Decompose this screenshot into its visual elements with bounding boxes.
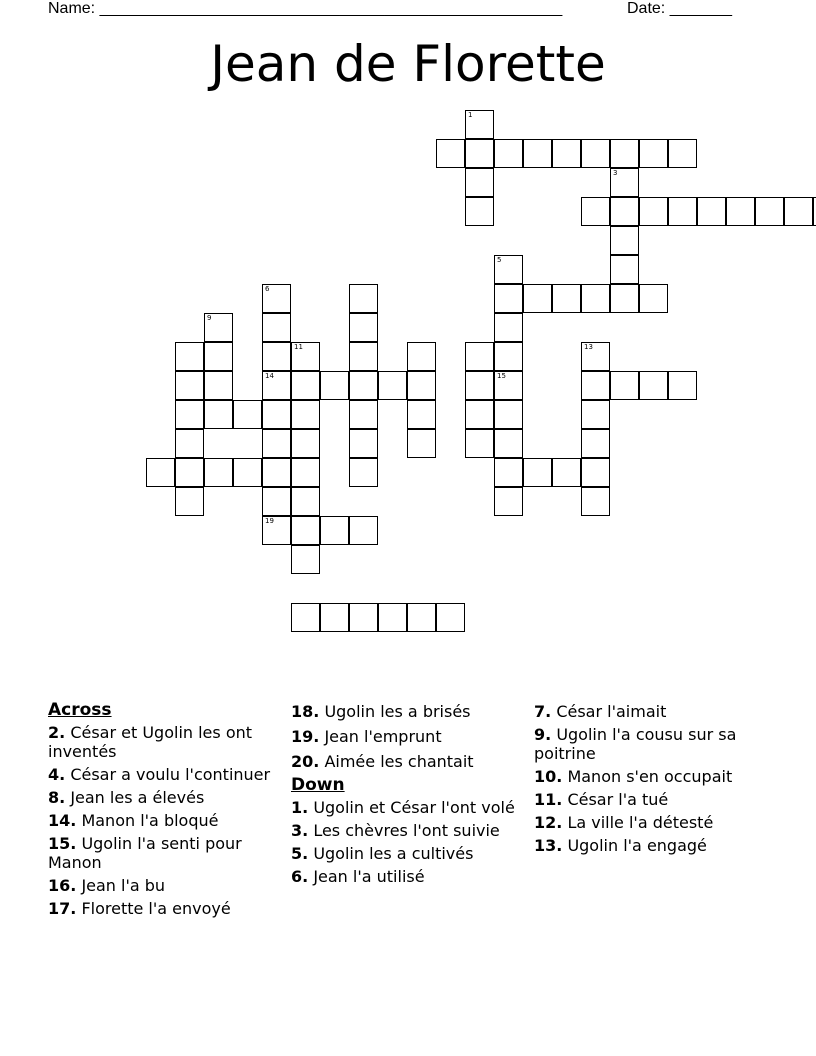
- clue-number: 11: [294, 343, 303, 351]
- grid-cell[interactable]: [291, 429, 320, 458]
- grid-cell[interactable]: [349, 400, 378, 429]
- grid-cell[interactable]: [465, 429, 494, 458]
- clue-number: 19: [265, 517, 274, 525]
- grid-cell[interactable]: [204, 313, 233, 342]
- clue-number: 1: [468, 111, 473, 119]
- grid-cell[interactable]: [349, 603, 378, 632]
- grid-cell[interactable]: [204, 400, 233, 429]
- grid-cell[interactable]: [465, 139, 494, 168]
- clue-down-12: 12. La ville l'a détesté: [534, 813, 714, 832]
- grid-cell[interactable]: [262, 487, 291, 516]
- grid-cell[interactable]: [668, 197, 697, 226]
- grid-cell[interactable]: [465, 400, 494, 429]
- grid-cell[interactable]: [407, 603, 436, 632]
- grid-cell[interactable]: [291, 603, 320, 632]
- grid-cell[interactable]: [407, 342, 436, 371]
- grid-cell[interactable]: [262, 313, 291, 342]
- grid-cell[interactable]: [320, 371, 349, 400]
- clue-number: 3: [613, 169, 618, 177]
- grid-cell[interactable]: [291, 400, 320, 429]
- grid-cell[interactable]: [378, 371, 407, 400]
- grid-cell[interactable]: [697, 197, 726, 226]
- grid-cell[interactable]: [639, 197, 668, 226]
- grid-cell[interactable]: [784, 197, 813, 226]
- clue-down-1: 1. Ugolin et César l'ont volé: [291, 798, 515, 817]
- grid-cell[interactable]: [262, 342, 291, 371]
- grid-cell[interactable]: [175, 371, 204, 400]
- grid-cell[interactable]: [581, 284, 610, 313]
- grid-cell[interactable]: [494, 487, 523, 516]
- grid-cell[interactable]: [494, 342, 523, 371]
- grid-cell[interactable]: [552, 139, 581, 168]
- grid-cell[interactable]: [349, 458, 378, 487]
- clue-down-5: 5. Ugolin les a cultivés: [291, 844, 474, 863]
- grid-cell[interactable]: [262, 284, 291, 313]
- clue-across-20: 20. Aimée les chantait: [291, 752, 474, 771]
- clue-across-16: 16. Jean l'a bu: [48, 876, 166, 895]
- grid-cell[interactable]: [639, 371, 668, 400]
- grid-cell[interactable]: [291, 371, 320, 400]
- clue-down-9: 9. Ugolin l'a cousu sur sa poitrine: [534, 725, 737, 763]
- grid-cell[interactable]: [494, 139, 523, 168]
- grid-cell[interactable]: [610, 168, 639, 197]
- grid-cell[interactable]: [523, 458, 552, 487]
- grid-cell[interactable]: [407, 429, 436, 458]
- grid-cell[interactable]: [233, 400, 262, 429]
- clue-column-3: [534, 700, 766, 859]
- grid-cell[interactable]: [291, 458, 320, 487]
- grid-cell[interactable]: [581, 487, 610, 516]
- grid-cell[interactable]: [349, 371, 378, 400]
- grid-cell[interactable]: [668, 371, 697, 400]
- clue-across-8: 8. Jean les a élevés: [48, 788, 205, 807]
- clue-number: 14: [265, 372, 274, 380]
- grid-cell[interactable]: [610, 255, 639, 284]
- grid-cell[interactable]: [494, 284, 523, 313]
- grid-cell[interactable]: [465, 110, 494, 139]
- grid-cell[interactable]: [610, 139, 639, 168]
- clue-down-7: 7. César l'aimait: [534, 702, 667, 721]
- grid-cell[interactable]: [523, 284, 552, 313]
- clue-across-19: 19. Jean l'emprunt: [291, 727, 442, 746]
- grid-cell[interactable]: [349, 313, 378, 342]
- clue-across-2: 2. César et Ugolin les ont inventés: [48, 723, 253, 761]
- grid-cell[interactable]: [552, 284, 581, 313]
- clue-number: 9: [207, 314, 212, 322]
- grid-cell[interactable]: [175, 458, 204, 487]
- grid-cell[interactable]: [523, 139, 552, 168]
- grid-cell[interactable]: [349, 284, 378, 313]
- clue-number: 15: [497, 372, 506, 380]
- grid-cell[interactable]: [262, 400, 291, 429]
- grid-cell[interactable]: [291, 545, 320, 574]
- clue-across-14: 14. Manon l'a bloqué: [48, 811, 219, 830]
- grid-cell[interactable]: [639, 284, 668, 313]
- clue-down-3: 3. Les chèvres l'ont suivie: [291, 821, 500, 840]
- grid-cell[interactable]: [175, 429, 204, 458]
- grid-cell[interactable]: [291, 487, 320, 516]
- grid-cell[interactable]: [581, 371, 610, 400]
- grid-cell[interactable]: [378, 603, 407, 632]
- clue-down-6: 6. Jean l'a utilisé: [291, 867, 425, 886]
- grid-cell[interactable]: [175, 487, 204, 516]
- grid-cell[interactable]: [262, 429, 291, 458]
- grid-cell[interactable]: [668, 139, 697, 168]
- grid-cell[interactable]: [552, 458, 581, 487]
- grid-cell[interactable]: [610, 197, 639, 226]
- grid-cell[interactable]: [610, 226, 639, 255]
- grid-cell[interactable]: [581, 342, 610, 371]
- grid-cell[interactable]: [175, 342, 204, 371]
- grid-cell[interactable]: [465, 371, 494, 400]
- grid-cell[interactable]: [465, 168, 494, 197]
- grid-cell[interactable]: [262, 371, 291, 400]
- clue-number: 6: [265, 285, 270, 293]
- grid-cell[interactable]: [175, 400, 204, 429]
- grid-cell[interactable]: [465, 342, 494, 371]
- clue-column-1: [48, 700, 276, 922]
- clue-across-4: 4. César a voulu l'continuer: [48, 765, 271, 784]
- grid-cell[interactable]: [146, 458, 175, 487]
- grid-cell[interactable]: [204, 371, 233, 400]
- clue-across-18: 18. Ugolin les a brisés: [291, 702, 471, 721]
- grid-cell[interactable]: [494, 400, 523, 429]
- down-heading: Down: [291, 775, 345, 795]
- grid-cell[interactable]: [262, 516, 291, 545]
- across-heading: Across: [48, 700, 112, 720]
- grid-cell[interactable]: [262, 458, 291, 487]
- grid-cell[interactable]: [494, 255, 523, 284]
- grid-cell[interactable]: [407, 371, 436, 400]
- grid-cell[interactable]: [610, 284, 639, 313]
- grid-cell[interactable]: [755, 197, 784, 226]
- clue-number: 13: [584, 343, 593, 351]
- grid-cell[interactable]: [320, 603, 349, 632]
- clue-down-13: 13. Ugolin l'a engagé: [534, 836, 707, 855]
- grid-cell[interactable]: [349, 342, 378, 371]
- clue-down-10: 10. Manon s'en occupait: [534, 767, 733, 786]
- grid-cell[interactable]: [291, 516, 320, 545]
- grid-cell[interactable]: [349, 516, 378, 545]
- clue-across-17: 17. Florette l'a envoyé: [48, 899, 231, 918]
- grid-cell[interactable]: [610, 371, 639, 400]
- grid-cell[interactable]: [581, 139, 610, 168]
- grid-cell[interactable]: [204, 458, 233, 487]
- grid-cell[interactable]: [494, 458, 523, 487]
- grid-cell[interactable]: [581, 197, 610, 226]
- grid-cell[interactable]: [581, 429, 610, 458]
- grid-cell[interactable]: [639, 139, 668, 168]
- clue-across-15: 15. Ugolin l'a senti pour Manon: [48, 834, 242, 872]
- grid-cell[interactable]: [407, 400, 436, 429]
- grid-cell[interactable]: [581, 400, 610, 429]
- clue-number: 5: [497, 256, 502, 264]
- date-field-line: Date: _______: [627, 0, 732, 17]
- grid-cell[interactable]: [465, 197, 494, 226]
- grid-cell[interactable]: [436, 139, 465, 168]
- page-title: Jean de Florette: [210, 35, 606, 93]
- name-field-line: Name: ____________________________________________________: [48, 0, 563, 17]
- clue-down-11: 11. César l'a tué: [534, 790, 669, 809]
- grid-cell[interactable]: [204, 342, 233, 371]
- grid-cell[interactable]: [349, 429, 378, 458]
- grid-cell[interactable]: [494, 429, 523, 458]
- grid-cell[interactable]: [320, 516, 349, 545]
- grid-cell[interactable]: [436, 603, 465, 632]
- grid-cell[interactable]: [494, 371, 523, 400]
- grid-cell[interactable]: [291, 342, 320, 371]
- grid-cell[interactable]: [494, 313, 523, 342]
- grid-cell[interactable]: [233, 458, 262, 487]
- clue-column-2: [291, 700, 521, 890]
- grid-cell[interactable]: [581, 458, 610, 487]
- grid-cell[interactable]: [726, 197, 755, 226]
